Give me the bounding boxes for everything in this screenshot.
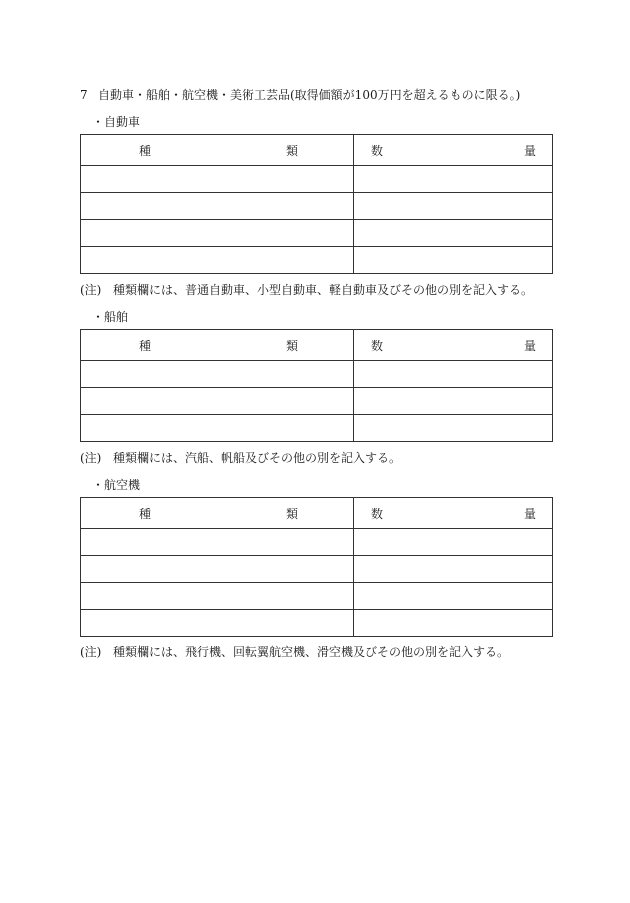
qty-cell[interactable] [354, 610, 553, 637]
qty-cell[interactable] [354, 166, 553, 193]
qty-cell[interactable] [354, 361, 553, 388]
header-qty-cell [354, 498, 553, 529]
table-row [81, 415, 553, 442]
table-row [81, 247, 553, 274]
header-kind-char-2: 類 [285, 338, 298, 353]
note-mark: (注) [80, 283, 102, 297]
header-qty-char-1: 数 [371, 506, 384, 521]
kind-cell[interactable] [81, 361, 354, 388]
table-row [81, 361, 553, 388]
table-header-row [81, 498, 553, 529]
table-row [81, 556, 553, 583]
kind-cell[interactable] [81, 610, 354, 637]
qty-cell[interactable] [354, 556, 553, 583]
table-header-row [81, 135, 553, 166]
note-mark: (注) [80, 645, 102, 659]
section-heading [80, 86, 520, 103]
note-text: 種類欄には、飛行機、回転翼航空機、滑空機及びその他の別を記入する。 [113, 645, 510, 659]
qty-cell[interactable] [354, 529, 553, 556]
automobile-table [80, 134, 553, 274]
header-kind-char-1: 種 [139, 143, 152, 158]
section-heading-text: 自動車・船舶・航空機・美術工芸品(取得価額が100万円を超えるものに限る。) [98, 88, 521, 102]
table-row [81, 610, 553, 637]
kind-cell[interactable] [81, 556, 354, 583]
header-kind-cell [81, 498, 354, 529]
qty-cell[interactable] [354, 220, 553, 247]
header-qty-cell [354, 135, 553, 166]
aircraft-note [80, 643, 509, 660]
automobile-note [80, 281, 533, 298]
header-kind-char-1: 種 [139, 506, 152, 521]
kind-cell[interactable] [81, 529, 354, 556]
kind-cell[interactable] [81, 388, 354, 415]
table-row [81, 583, 553, 610]
subsection-title-automobile: ・自動車 [92, 115, 141, 129]
table-row [81, 166, 553, 193]
header-qty-char-2: 量 [523, 506, 536, 521]
qty-cell[interactable] [354, 583, 553, 610]
table-header-row [81, 330, 553, 361]
qty-cell[interactable] [354, 388, 553, 415]
header-qty-cell [354, 330, 553, 361]
header-kind-char-1: 種 [139, 338, 152, 353]
header-kind-cell [81, 135, 354, 166]
header-kind-char-2: 類 [285, 143, 298, 158]
note-text: 種類欄には、汽船、帆船及びその他の別を記入する。 [113, 451, 402, 465]
kind-cell[interactable] [81, 583, 354, 610]
qty-cell[interactable] [354, 193, 553, 220]
aircraft-table [80, 497, 553, 637]
subsection-title-aircraft: ・航空機 [92, 478, 141, 492]
note-text: 種類欄には、普通自動車、小型自動車、軽自動車及びその他の別を記入する。 [113, 283, 534, 297]
table-row [81, 193, 553, 220]
kind-cell[interactable] [81, 166, 354, 193]
table-row [81, 388, 553, 415]
qty-cell[interactable] [354, 247, 553, 274]
ship-table [80, 329, 553, 442]
header-qty-char-1: 数 [371, 338, 384, 353]
table-row [81, 220, 553, 247]
section-number: 7 [80, 88, 88, 102]
header-kind-cell [81, 330, 354, 361]
ship-note [80, 449, 401, 466]
subsection-title-ship: ・船舶 [92, 310, 129, 324]
kind-cell[interactable] [81, 247, 354, 274]
header-qty-char-2: 量 [523, 338, 536, 353]
kind-cell[interactable] [81, 220, 354, 247]
header-qty-char-2: 量 [523, 143, 536, 158]
header-qty-char-1: 数 [371, 143, 384, 158]
kind-cell[interactable] [81, 193, 354, 220]
header-kind-char-2: 類 [285, 506, 298, 521]
qty-cell[interactable] [354, 415, 553, 442]
table-row [81, 529, 553, 556]
kind-cell[interactable] [81, 415, 354, 442]
note-mark: (注) [80, 451, 102, 465]
